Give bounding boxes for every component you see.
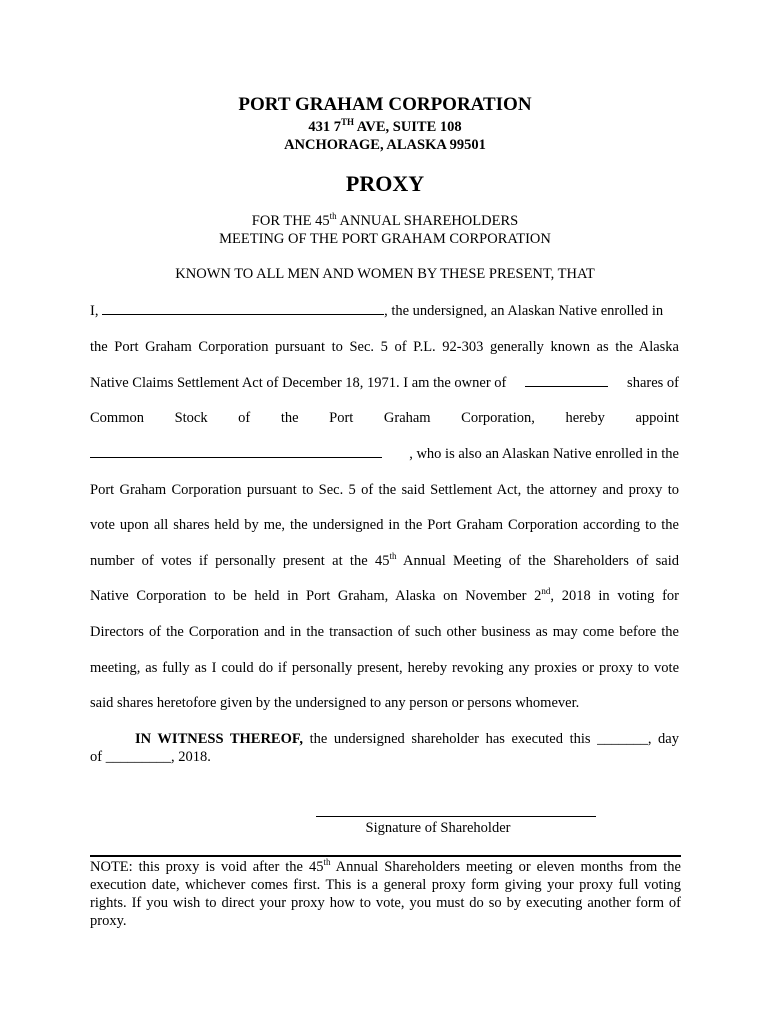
body-line-8: number of votes if personally present at the 45th Annual Meeting of the Shareholders of said	[90, 551, 679, 569]
body-line-10: Directors of the Corporation and in the transaction of such other business as may come before the	[90, 624, 679, 640]
body-line-4-word: of	[238, 410, 251, 426]
body-line-2: the Port Graham Corporation pursuant to Sec. 5 of P.L. 92-303 generally known as the Alaska	[90, 339, 679, 355]
body-line-11: meeting, as fully as I could do if personally present, hereby revoking any proxies or proxy to vote	[90, 660, 679, 676]
body-line-4-word: Common	[90, 410, 144, 426]
body-line-4-word: Graham	[383, 410, 431, 426]
body-line-1: I, , the undersigned, an Alaskan Native enrolled in	[90, 303, 664, 319]
body-line-7: vote upon all shares held by me, the undersigned in the Port Graham Corporation according to the	[90, 517, 679, 533]
company-name: PORT GRAHAM CORPORATION	[238, 94, 532, 115]
witness-line-1: IN WITNESS THEREOF, the undersigned shareholder has executed this _______, day	[135, 731, 679, 747]
shares-count-field[interactable]	[525, 385, 608, 387]
body-line-4-word: appoint	[635, 410, 679, 426]
body-line-4-word: hereby	[565, 410, 605, 426]
subtitle-line-2: MEETING OF THE PORT GRAHAM CORPORATION	[219, 231, 551, 247]
document-title: PROXY	[345, 171, 425, 196]
body-line-4-word: Port	[329, 410, 354, 426]
body-line-4-word: the	[280, 410, 299, 426]
company-address: 431 7TH AVE, SUITE 108	[308, 117, 462, 135]
body-line-9: Native Corporation to be held in Port Graham, Alaska on November 2nd, 2018 in voting for	[90, 586, 680, 604]
subtitle-line-1: FOR THE 45th ANNUAL SHAREHOLDERS	[251, 211, 519, 229]
company-city: ANCHORAGE, ALASKA 99501	[284, 137, 486, 153]
body-line-5: , who is also an Alaskan Native enrolled in the	[90, 446, 679, 463]
known-statement: KNOWN TO ALL MEN AND WOMEN BY THESE PRESENT, THAT	[175, 266, 595, 282]
body-line-12: said shares heretofore given by the undersigned to any person or persons whomever.	[90, 695, 580, 711]
proxy-name-field[interactable]	[90, 456, 382, 458]
body-line-4-word: Corporation,	[461, 410, 535, 426]
body-line-4-word: Stock	[174, 410, 208, 426]
signature-line[interactable]	[316, 816, 596, 817]
signature-label: Signature of Shareholder	[365, 820, 511, 836]
body-line-3: Native Claims Settlement Act of December 18, 1971. I am the owner of shares of	[90, 375, 679, 391]
witness-line-2: of _________, 2018.	[90, 749, 211, 765]
body-line-6: Port Graham Corporation pursuant to Sec. 5 of the said Settlement Act, the attorney and proxy to	[90, 482, 679, 498]
note-divider	[90, 855, 681, 857]
body-line-4	[90, 410, 679, 427]
note-text: NOTE: this proxy is void after the 45th Annual Shareholders meeting or eleven months from the execution date, whichever comes first. This is a general proxy form giving your proxy full voting rights. If you wish to direct your proxy how to vote, you must do so by executing another form of proxy.	[90, 857, 681, 929]
shareholder-name-field[interactable]	[102, 313, 384, 315]
